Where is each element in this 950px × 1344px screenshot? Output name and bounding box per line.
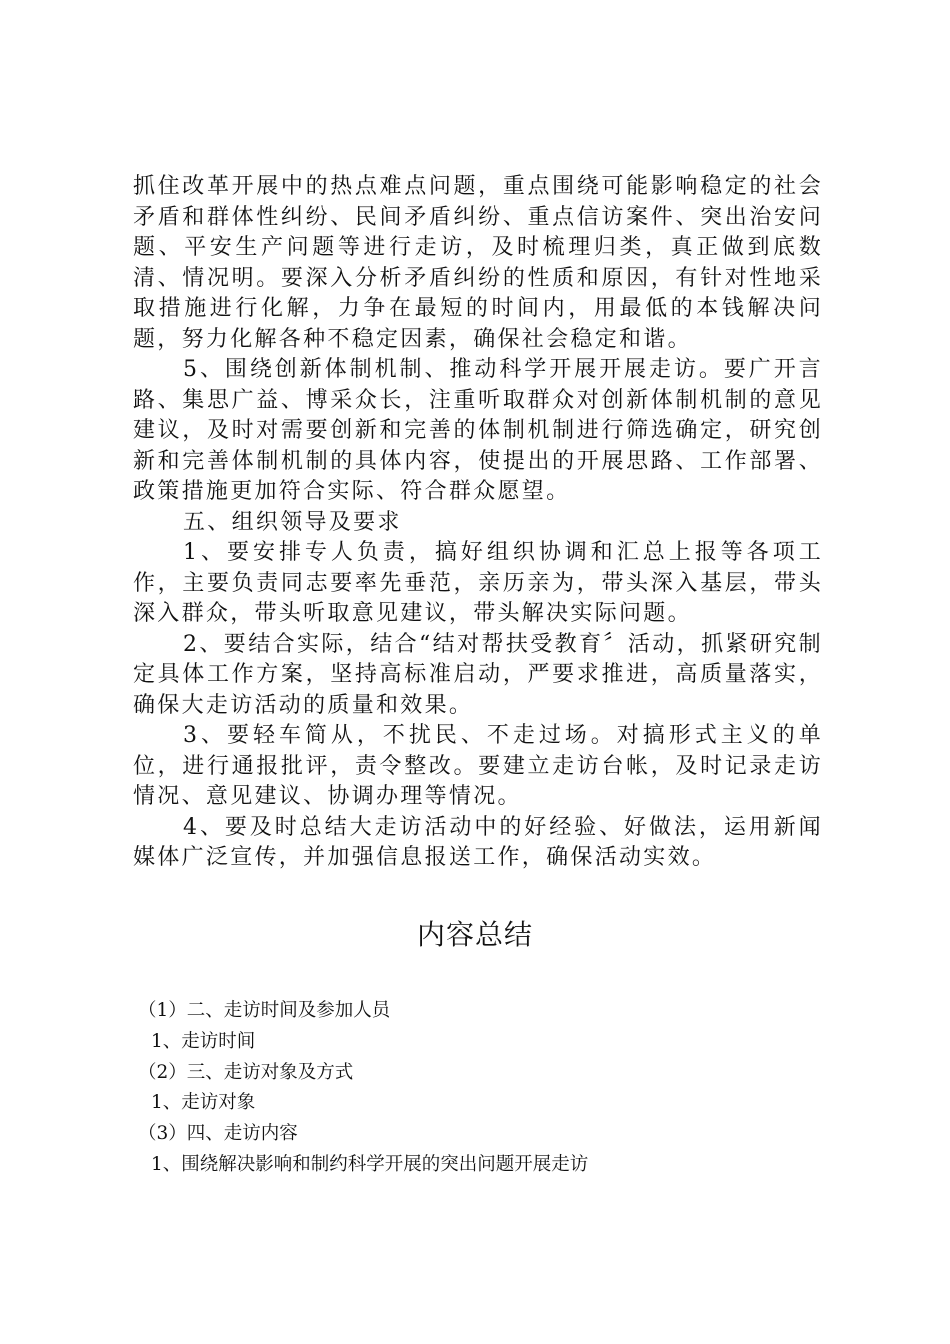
summary-subitem: 1、走访时间 bbox=[151, 1030, 256, 1052]
paragraph: 2、要结合实际，结合“结对帮扶受教育〞活动，抓紧研究制定具体工作方案，坚持高标准启动，严要求推进，高质量落实，确保大走访活动的质量和效果。 bbox=[133, 631, 823, 718]
body-text bbox=[133, 172, 823, 874]
section-heading: 五、组织领导及要求 bbox=[183, 509, 402, 535]
summary-item: （2）三、走访对象及方式 bbox=[138, 1061, 354, 1083]
summary-item: （1）二、走访时间及参加人员 bbox=[138, 1000, 391, 1021]
summary-list bbox=[138, 996, 588, 1181]
paragraph: 4、要及时总结大走访活动中的好经验、好做法，运用新闻媒体广泛宣传，并加强信息报送工作，确保活动实效。 bbox=[133, 814, 823, 870]
summary-title: 内容总结 bbox=[416, 918, 533, 951]
paragraph: 5、围绕创新体制机制、推动科学开展开展走访。要广开言路、集思广益、博采众长，注重听取群众对创新体制机制的意见建议，及时对需要创新和完善的体制机制进行筛选确定，研究创新和完善体制机制的具体内容，使提出的开展思路、工作部署、政策措施更加符合实际、符合群众愿望。 bbox=[133, 357, 823, 504]
paragraph: 1、要安排专人负责，搞好组织协调和汇总上报等各项工作，主要负责同志要率先垂范，亲历亲为，带头深入基层，带头深入群众，带头听取意见建议，带头解决实际问题。 bbox=[133, 540, 823, 626]
paragraph: 抓住改革开展中的热点难点问题，重点围绕可能影响稳定的社会矛盾和群体性纠纷、民间矛盾纠纷、重点信访案件、突出治安问题、平安生产问题等进行走访，及时梳理归类，真正做到底数清、情况明。要深入分析矛盾纠纷的性质和原因，有针对性地采取措施进行化解，力争在最短的时间内，用最低的本钱解决问题，努力化解各种不稳定因素，确保社会稳定和谐。 bbox=[133, 174, 823, 352]
summary-subitem: 1、围绕解决影响和制约科学开展的突出问题开展走访 bbox=[151, 1153, 589, 1175]
paragraph: 3、要轻车简从，不扰民、不走过场。对搞形式主义的单位，进行通报批评，责令整改。要建立走访台帐，及时记录走访情况、意见建议、协调办理等情况。 bbox=[133, 723, 823, 809]
summary-item: （3）四、走访内容 bbox=[138, 1123, 298, 1145]
summary-subitem: 1、走访对象 bbox=[151, 1092, 256, 1114]
